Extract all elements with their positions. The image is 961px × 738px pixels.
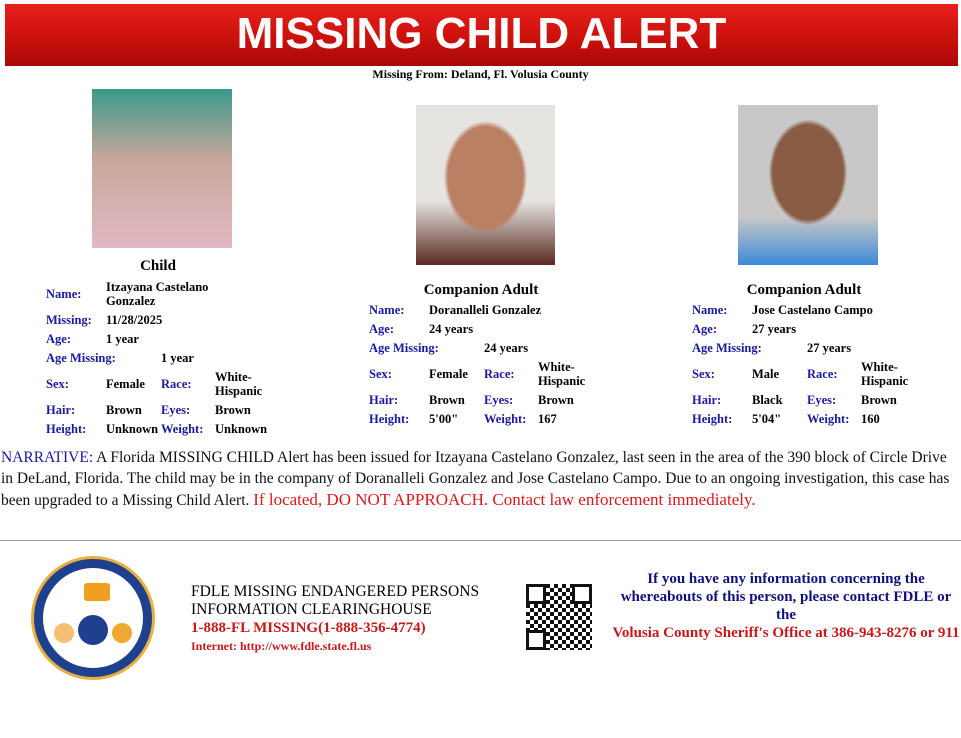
name-label: Name: — [692, 303, 728, 317]
fdle-info — [191, 583, 479, 655]
fdle-logo — [31, 556, 155, 680]
missing-from: Missing From: Deland, Fl. Volusia County — [372, 67, 589, 81]
race-value: White-Hispanic — [861, 360, 909, 388]
race-value: White-Hispanic — [215, 370, 263, 398]
sex-value: Male — [752, 367, 780, 381]
missing-value: 11/28/2025 — [106, 313, 163, 327]
age-value: 1 year — [106, 332, 139, 346]
age-missing-label: Age Missing: — [692, 341, 762, 355]
hair-value: Brown — [106, 403, 142, 417]
org-line-1: FDLE MISSING ENDANGERED PERSONS — [191, 583, 480, 600]
contact-info — [610, 570, 961, 642]
hotline-phone: 1-888-FL MISSING(1-888-356-4774) — [191, 620, 426, 636]
age-label: Age: — [46, 332, 71, 346]
name-value: Doranalleli Gonzalez — [429, 303, 542, 317]
race-value: White-Hispanic — [538, 360, 586, 388]
weight-value: 160 — [861, 412, 880, 426]
height-label: Height: — [46, 422, 87, 436]
height-value: 5'00" — [429, 412, 459, 426]
age-label: Age: — [692, 322, 717, 336]
sex-label: Sex: — [46, 377, 69, 391]
age-label: Age: — [369, 322, 394, 336]
eyes-label: Eyes: — [161, 403, 191, 417]
name-label: Name: — [369, 303, 405, 317]
age-value: 27 years — [752, 322, 797, 336]
age-missing-label: Age Missing: — [369, 341, 439, 355]
alert-banner: MISSING CHILD ALERT — [5, 4, 958, 66]
missing-label: Missing: — [46, 313, 92, 327]
narrative-label: NARRATIVE: — [1, 449, 94, 466]
website-link[interactable]: Internet: http://www.fdle.state.fl.us — [191, 639, 372, 653]
companion-2-photo — [738, 105, 878, 265]
hair-label: Hair: — [692, 393, 722, 407]
weight-label: Weight: — [807, 412, 850, 426]
hair-value: Brown — [429, 393, 465, 407]
divider — [0, 540, 961, 541]
person-details — [692, 303, 921, 426]
age-missing-value: 27 years — [807, 341, 852, 355]
hair-label: Hair: — [369, 393, 399, 407]
org-line-2: INFORMATION CLEARINGHOUSE — [191, 601, 432, 618]
age-value: 24 years — [429, 322, 474, 336]
age-missing-label: Age Missing: — [46, 351, 116, 365]
height-value: 5'04" — [752, 412, 782, 426]
height-value: Unknown — [106, 422, 159, 436]
eyes-label: Eyes: — [484, 393, 514, 407]
sex-value: Female — [429, 367, 468, 381]
name-label: Name: — [46, 287, 82, 301]
person-details — [369, 303, 598, 426]
narrative — [1, 447, 959, 511]
sex-label: Sex: — [369, 367, 392, 381]
hair-value: Black — [752, 393, 783, 407]
sex-value: Female — [106, 377, 145, 391]
name-value: Itzayana Castelano Gonzalez — [106, 280, 209, 308]
name-value: Jose Castelano Campo — [752, 303, 873, 317]
race-label: Race: — [161, 377, 192, 391]
eyes-value: Brown — [861, 393, 897, 407]
weight-value: Unknown — [215, 422, 268, 436]
contact-text: If you have any information concerning the whereabouts of this person, please contact FDLE or the — [620, 571, 952, 623]
companion-1-photo — [416, 105, 555, 265]
height-label: Height: — [692, 412, 733, 426]
weight-label: Weight: — [484, 412, 527, 426]
race-label: Race: — [807, 367, 838, 381]
qr-code-icon — [526, 584, 592, 650]
person-details — [46, 280, 275, 436]
person-role: Companion Adult — [746, 282, 862, 298]
eyes-label: Eyes: — [807, 393, 837, 407]
weight-value: 167 — [538, 412, 557, 426]
narrative-text: A Florida MISSING CHILD Alert has been issued for Itzayana Castelano Gonzalez, last seen in the area of the 390 block of Circle Drive in DeLand, Florida. The child may be in the company of Doranalleli Gonzalez and Jose Castelano Campo. Due to an ongoing investigation, this case has been upgraded to a Missing Child Alert. — [1, 449, 950, 509]
sheriff-contact: Volusia County Sheriff's Office at 386-943-8276 or 911 — [612, 625, 960, 641]
child-photo — [92, 89, 232, 248]
age-missing-value: 24 years — [484, 341, 529, 355]
eyes-value: Brown — [215, 403, 251, 417]
age-missing-value: 1 year — [161, 351, 194, 365]
sex-label: Sex: — [692, 367, 715, 381]
eyes-value: Brown — [538, 393, 574, 407]
narrative-warning: If located, DO NOT APPROACH. Contact law enforcement immediately. — [253, 490, 756, 509]
weight-label: Weight: — [161, 422, 204, 436]
race-label: Race: — [484, 367, 515, 381]
person-role: Companion Adult — [423, 282, 539, 298]
person-role: Child — [140, 258, 176, 274]
height-label: Height: — [369, 412, 410, 426]
hair-label: Hair: — [46, 403, 76, 417]
